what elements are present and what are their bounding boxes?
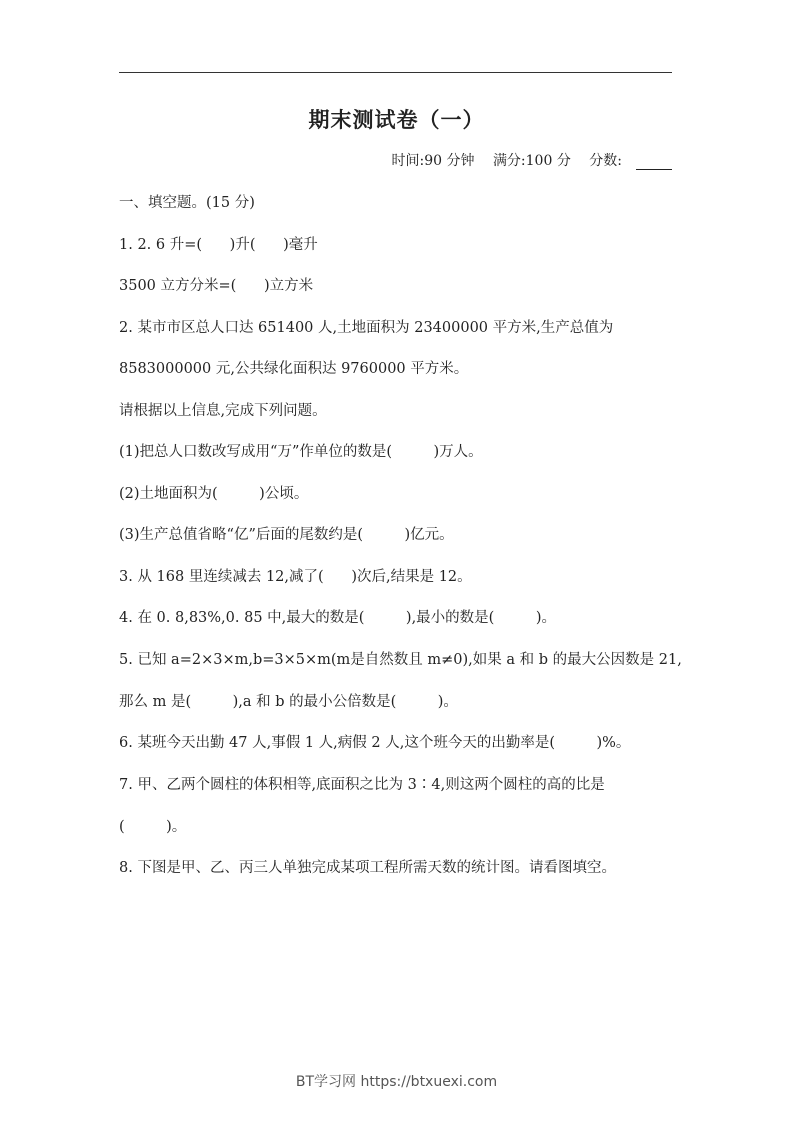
question-line: 2. 某市市区总人口达 651400 人,土地面积为 23400000 平方米,生产总值为	[119, 320, 614, 336]
question-line: 请根据以上信息,完成下列问题。	[119, 403, 327, 419]
question-line: 那么 m 是( ),a 和 b 的最小公倍数是( )。	[119, 694, 458, 710]
exam-score-label: 分数:	[589, 153, 622, 169]
question-line: 1. 2. 6 升=( )升( )毫升	[119, 237, 318, 253]
header-rule	[119, 72, 672, 73]
question-line: 8583000000 元,公共绿化面积达 9760000 平方米。	[119, 361, 469, 377]
question-line: (3)生产总值省略“亿”后面的尾数约是( )亿元。	[119, 527, 454, 543]
question-line: (2)土地面积为( )公顷。	[119, 486, 309, 502]
question-line: (1)把总人口数改写成用“万”作单位的数是( )万人。	[119, 444, 483, 460]
question-line: 3500 立方分米=( )立方米	[119, 278, 314, 294]
exam-time: 时间:90 分钟	[391, 153, 475, 169]
footer-watermark: BT学习网 https://btxuexi.com	[295, 1074, 498, 1090]
question-line: ( )。	[119, 819, 187, 835]
question-line: 3. 从 168 里连续减去 12,减了( )次后,结果是 12。	[119, 569, 472, 585]
question-line: 4. 在 0. 8,83%,0. 85 中,最大的数是( ),最小的数是( )。	[119, 610, 556, 626]
exam-full-score: 满分:100 分	[492, 153, 571, 169]
score-blank	[636, 155, 672, 170]
question-line: 8. 下图是甲、乙、丙三人单独完成某项工程所需天数的统计图。请看图填空。	[119, 860, 616, 876]
section-heading: 一、填空题。(15 分)	[119, 195, 255, 211]
exam-meta	[378, 150, 673, 170]
question-line: 6. 某班今天出勤 47 人,事假 1 人,病假 2 人,这个班今天的出勤率是( )%。	[119, 735, 631, 751]
question-line: 5. 已知 a=2×3×m,b=3×5×m(m是自然数且 m≠0),如果 a 和 b 的最大公因数是 21,	[119, 652, 682, 668]
question-line: 7. 甲、乙两个圆柱的体积相等,底面积之比为 3∶4,则这两个圆柱的高的比是	[119, 777, 605, 793]
page-title: 期末测试卷（一）	[308, 108, 485, 132]
